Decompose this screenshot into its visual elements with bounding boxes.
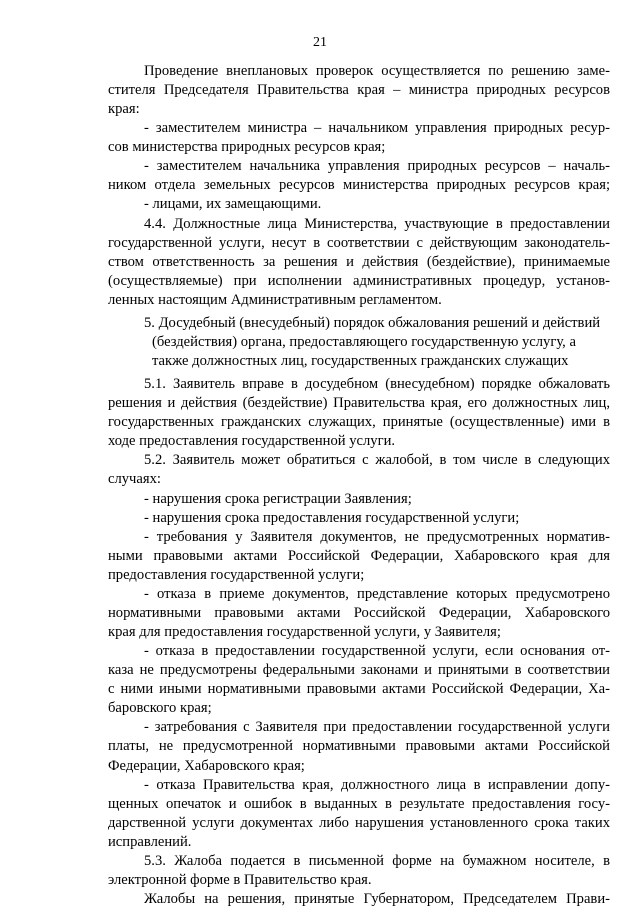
text-line: 5.2. Заявитель может обратиться с жалобой, в том числе в следующих (144, 452, 610, 468)
text-line: ством ответственность за решения и действия (бездействие), принимаемые (108, 254, 610, 270)
text-line: щенных опечаток и ошибок в выданных в результате предоставления госу- (108, 796, 610, 812)
text-line: - требования у Заявителя документов, не предусмотренных норматив- (144, 529, 610, 545)
text-line: - нарушения срока регистрации Заявления; (144, 491, 412, 507)
text-line: ными правовыми актами Российской Федерации, Хабаровского края для (108, 548, 610, 564)
text-line: ленных настоящим Административным регламентом. (108, 292, 442, 308)
text-line: с ними иными нормативными правовыми актами Российской Федерации, Ха- (108, 681, 610, 697)
text-line: (осуществляемые) при исполнении административных процедур, установ- (108, 273, 610, 289)
page-number: 21 (313, 35, 327, 50)
text-line: 4.4. Должностные лица Министерства, участвующие в предоставлении (144, 216, 610, 232)
text-line: государственных гражданских служащих, принятые (осуществленные) ими в (108, 414, 610, 430)
text-line: Федерации, Хабаровского края; (108, 758, 305, 774)
text-line: - нарушения срока предоставления государственной услуги; (144, 510, 520, 526)
text-line: - отказа Правительства края, должностного лица в исправлении допу- (144, 777, 610, 793)
text-line: - заместителем начальника управления природных ресурсов – началь- (144, 158, 610, 174)
text-line: края: (108, 101, 140, 117)
text-line: решения и действия (бездействие) Правительства края, его должностных лиц, (108, 395, 610, 411)
section-heading-line: (бездействия) органа, предоставляющего государственную услугу, а (152, 334, 576, 350)
text-line: - затребования с Заявителя при предоставлении государственной услуги (144, 719, 610, 735)
text-line: Жалобы на решения, принятые Губернатором, Председателем Прави- (144, 891, 610, 907)
text-line: ником отдела земельных ресурсов министерства природных ресурсов края; (108, 177, 610, 193)
text-line: дарственной услуги документах либо нарушения установленного срока таких (108, 815, 610, 831)
text-line: - отказа в приеме документов, представление которых предусмотрено (144, 586, 610, 602)
text-line: платы, не предусмотренной нормативными правовыми актами Российской (108, 738, 610, 754)
text-line: государственной услуги, несут в соответствии с действующим законодатель- (108, 235, 610, 251)
text-line: электронной форме в Правительство края. (108, 872, 372, 888)
text-line: сов министерства природных ресурсов края; (108, 139, 386, 155)
text-line: 5.1. Заявитель вправе в досудебном (внесудебном) порядке обжаловать (144, 376, 610, 392)
section-heading-line: 5. Досудебный (внесудебный) порядок обжалования решений и действий (144, 315, 601, 331)
text-line: - лицами, их замещающими. (144, 196, 322, 212)
text-line: баровского края; (108, 700, 212, 716)
text-line: каза не предусмотрены федеральными законами и принятыми в соответствии (108, 662, 610, 678)
text-line: Проведение внеплановых проверок осуществляется по решению заме- (144, 63, 610, 79)
text-line: нормативными правовыми актами Российской Федерации, Хабаровского (108, 605, 610, 621)
text-line: - заместителем министра – начальником управления природных ресур- (144, 120, 610, 136)
text-line: предоставления государственной услуги; (108, 567, 365, 583)
section-heading-line: также должностных лиц, государственных гражданских служащих (152, 353, 569, 369)
text-line: - отказа в предоставлении государственной услуги, если основания от- (144, 643, 610, 659)
text-line: стителя Председателя Правительства края – министра природных ресурсов (108, 82, 610, 98)
text-line: случаях: (108, 471, 161, 487)
text-line: края для предоставления государственной услуги, у Заявителя; (108, 624, 501, 640)
text-line: исправлений. (108, 834, 192, 850)
text-line: 5.3. Жалоба подается в письменной форме на бумажном носителе, в (144, 853, 610, 869)
text-line: ходе предоставления государственной услуги. (108, 433, 396, 449)
